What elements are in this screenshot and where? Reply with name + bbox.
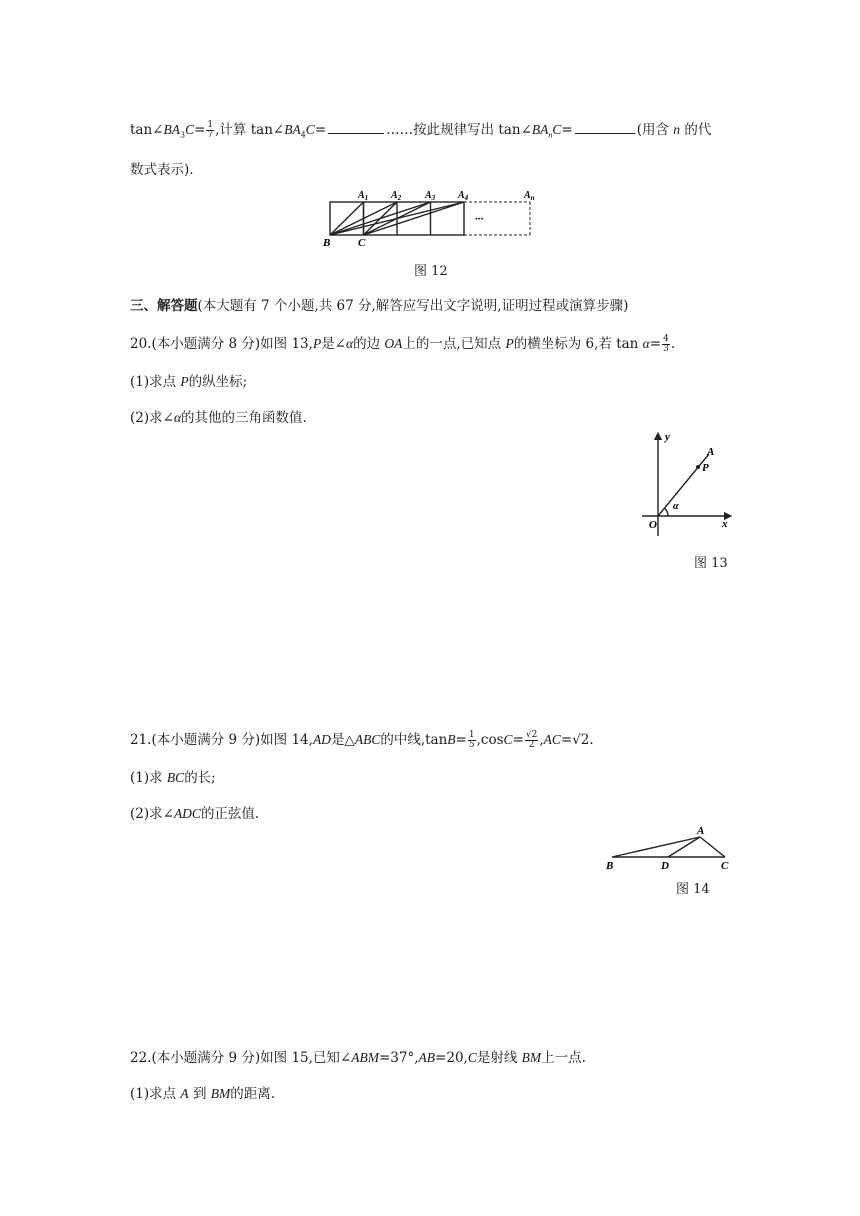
label-A3: $A_3$ [425,190,436,202]
var: ABM [351,1050,379,1065]
text: =20, [435,1050,468,1066]
label-D: D [661,860,669,872]
var: BA [531,122,549,137]
var: P [180,374,189,389]
label-O: O [649,519,657,531]
text: 的代 [680,122,712,138]
eq: = [560,732,573,748]
eq: = [649,336,662,352]
text: . [670,336,676,352]
var: α [642,336,650,351]
q20-stem [130,332,675,354]
label-A2: $A_2$ [391,190,402,202]
eq: = [455,732,467,748]
text: tan∠ [130,122,164,138]
text: 的正弦值. [200,806,260,822]
var: AD [312,732,331,747]
var: ADC [173,806,201,821]
eq: = [314,122,327,138]
text: 上的一点,已知点 [402,336,506,352]
frac-num: 1 [207,120,214,130]
frac-den: 3 [663,344,669,354]
text: 的距离. [230,1086,276,1102]
q19-line1 [130,118,711,140]
frac-num: 1 [468,730,475,740]
text: 的边 [353,336,385,352]
var: AB [418,1050,436,1065]
var: n [673,122,681,137]
text: =37° [379,1050,415,1066]
label-A: A [697,825,705,837]
text: ,计算 tan∠ [215,122,285,138]
text: 20.(本小题满分 8 分)如图 13, [130,336,313,352]
label-An: $A_n$ [524,190,535,202]
text: , [414,1050,419,1066]
sqrt: √2 [572,732,590,748]
figure-14 [600,820,740,874]
text: 是射线 [476,1050,522,1066]
fraction [662,335,670,354]
var: C [552,122,562,137]
text: 到 [188,1086,211,1102]
text: (2)求∠ [130,806,174,822]
text: 的横坐标为 6,若 tan [513,336,643,352]
var: OA [384,336,403,351]
q21-stem [130,728,594,750]
sub: 4 [300,130,306,140]
eq: = [194,122,206,138]
figure-13 [636,430,742,542]
eq: = [561,122,573,138]
frac-num: 4 [663,334,669,344]
text: 的纵坐标; [188,374,248,390]
q21-part1 [130,766,216,786]
text: (1)求点 [130,374,181,390]
text: ……按此规律写出 tan∠ [386,122,532,138]
var: BM [210,1086,231,1101]
answer-blank[interactable] [575,132,635,134]
var: P [312,336,322,351]
figure-12 [320,186,540,248]
label-B: B [606,860,614,872]
q22-part1 [130,1082,275,1102]
section-title: 三、解答题 [130,298,198,314]
figure-12-caption: 图 12 [414,264,448,279]
label-x: x [722,518,728,530]
text: (1)求 [130,770,167,786]
text: 的其他的三角函数值. [181,410,307,426]
label-C: C [721,860,729,872]
label-A4: $A_4$ [458,190,469,202]
text: (1)求点 [130,1086,181,1102]
fraction [468,731,476,750]
frac-den: 2 [528,740,535,750]
q20-part1 [130,370,247,390]
var: C [503,732,513,747]
frac-den: 5 [468,740,475,750]
figure-14-caption: 图 14 [676,882,710,897]
q21-part2 [130,802,259,822]
var: ABC [354,732,381,747]
text: 是∠ [321,336,346,352]
var: A [180,1086,189,1101]
text: 21.(本小题满分 9 分)如图 14, [130,732,313,748]
var: C [185,122,195,137]
label-alpha: α [673,501,679,512]
var: C [467,1050,477,1065]
text: 22.(本小题满分 9 分)如图 15,已知∠ [130,1050,352,1066]
q22-stem [130,1046,586,1066]
label-A1: $A_1$ [358,190,369,202]
var: α [173,410,182,425]
var: C [305,122,315,137]
text: . [589,732,594,748]
var: BA [284,122,301,137]
eq: = [512,732,524,748]
dots: ··· [475,213,484,225]
q20-part2 [130,406,307,426]
frac-den: 7 [207,130,214,140]
label-P: P [702,462,709,474]
text: , [539,732,544,748]
var: BM [521,1050,542,1065]
text: 的长; [184,770,216,786]
label-A: A [707,446,715,458]
var: BA [163,122,180,137]
label-B: B [323,237,331,248]
section-desc: (本大题有 7 个小题,共 67 分,解答应写出文字说明,证明过程或演算步骤) [197,298,629,314]
q19-line2: 数式表示). [130,162,194,178]
text: 的中线,tan [380,732,448,748]
label-C: C [358,237,366,248]
var: BC [166,770,185,785]
figure-13-caption: 图 13 [694,556,728,571]
var: P [505,336,514,351]
fraction [525,731,538,750]
answer-blank[interactable] [328,132,384,134]
section-heading [130,294,628,314]
text: 是△ [330,732,355,748]
fraction [206,121,214,140]
text: ,cos [476,732,504,748]
var: B [447,732,456,747]
text: (2)求∠ [130,410,174,426]
sub: 3 [179,130,186,140]
text: 上一点. [541,1050,586,1066]
sub: n [548,130,553,140]
var: AC [543,732,561,747]
text: (用含 [636,122,674,138]
var: α [346,336,354,351]
frac-num: √2 [525,730,538,740]
label-y: y [665,431,670,443]
